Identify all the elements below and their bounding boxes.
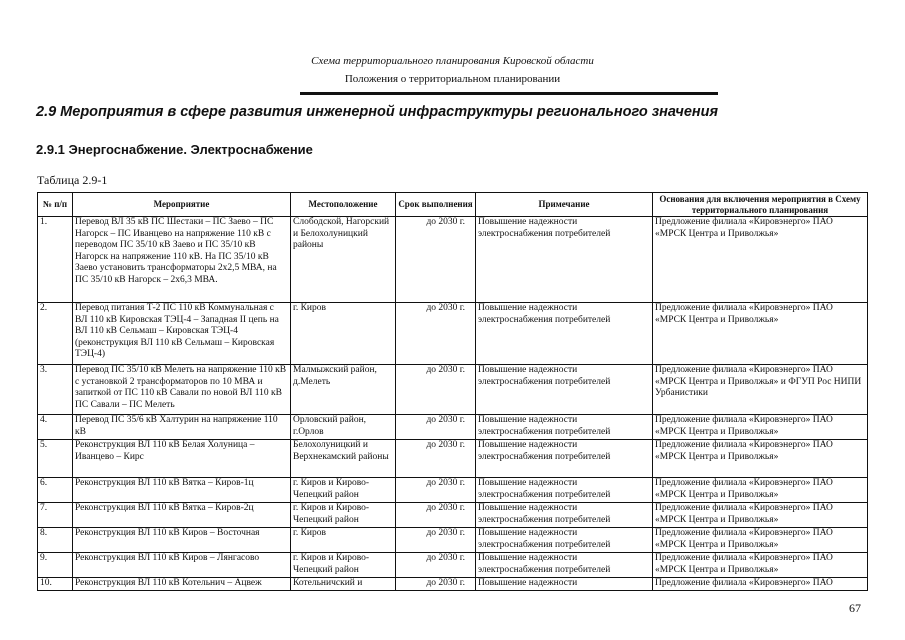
row-term: до 2030 г. [396,503,476,528]
row-number: 6. [38,478,73,503]
row-basis: Предложение филиала «Кировэнерго» ПАО «МРСК Центра и Приволжья» [653,415,868,440]
column-header-note: Примечание [476,193,653,217]
column-header-measure: Мероприятие [73,193,291,217]
row-note: Повышение надежности [476,578,653,591]
row-location: Котельничский и [291,578,396,591]
row-number: 10. [38,578,73,591]
row-term: до 2030 г. [396,578,476,591]
row-note: Повышение надежности электроснабжения потребителей [476,440,653,478]
row-note: Повышение надежности электроснабжения потребителей [476,503,653,528]
row-note: Повышение надежности электроснабжения потребителей [476,303,653,365]
row-basis: Предложение филиала «Кировэнерго» ПАО «МРСК Центра и Приволжья» [653,303,868,365]
row-location: Малмыжский район, д.Мелеть [291,365,396,415]
document-header-title: Схема территориального планирования Кировской области [311,55,594,67]
row-note: Повышение надежности электроснабжения потребителей [476,217,653,303]
row-basis: Предложение филиала «Кировэнерго» ПАО [653,578,868,591]
table-row [38,578,868,591]
column-header-number: № п/п [38,193,73,217]
row-number: 4. [38,415,73,440]
row-number: 2. [38,303,73,365]
row-location: г. Киров и Кирово-Чепецкий район [291,503,396,528]
row-number: 5. [38,440,73,478]
column-header-location: Местоположение [291,193,396,217]
table-row [38,478,868,503]
row-measure: Реконструкция ВЛ 110 кВ Белая Холуница – Иванцево – Кирс [73,440,291,478]
table-row [38,528,868,553]
column-header-basis: Основания для включения мероприятия в Схему территориального планирования [653,193,868,217]
row-measure: Перевод ПС 35/10 кВ Мелеть на напряжение 110 кВ с установкой 2 трансформаторов по 10 МВА и запиткой от ПС 110 кВ Савали по новой ВЛ 110 кВ ПС Савали – ПС Мелеть [73,365,291,415]
table-row [38,217,868,303]
row-location: г. Киров [291,303,396,365]
row-term: до 2030 г. [396,365,476,415]
row-term: до 2030 г. [396,478,476,503]
page-number: 67 [849,601,861,615]
row-term: до 2030 г. [396,440,476,478]
header-divider [300,92,718,95]
row-location: Белохолуницкий и Верхнекамский районы [291,440,396,478]
row-location: Орловский район, г.Орлов [291,415,396,440]
row-term: до 2030 г. [396,217,476,303]
row-number: 9. [38,553,73,578]
table-row [38,503,868,528]
row-number: 3. [38,365,73,415]
row-term: до 2030 г. [396,553,476,578]
measures-table [37,192,868,591]
subsection-heading: 2.9.1 Энергоснабжение. Электроснабжение [36,142,313,157]
row-location: г. Киров и Кирово-Чепецкий район [291,553,396,578]
column-header-term: Срок выполнения [396,193,476,217]
row-number: 1. [38,217,73,303]
section-heading: 2.9 Мероприятия в сфере развития инженерной инфраструктуры регионального значения [36,104,719,120]
row-note: Повышение надежности электроснабжения потребителей [476,528,653,553]
row-measure: Реконструкция ВЛ 110 кВ Вятка – Киров-1ц [73,478,291,503]
row-measure: Реконструкция ВЛ 110 кВ Вятка – Киров-2ц [73,503,291,528]
table-row [38,553,868,578]
row-basis: Предложение филиала «Кировэнерго» ПАО «МРСК Центра и Приволжья» [653,528,868,553]
row-note: Повышение надежности электроснабжения потребителей [476,553,653,578]
table-row [38,365,868,415]
row-number: 8. [38,528,73,553]
row-basis: Предложение филиала «Кировэнерго» ПАО «МРСК Центра и Приволжья» [653,553,868,578]
row-basis: Предложение филиала «Кировэнерго» ПАО «МРСК Центра и Приволжья» [653,503,868,528]
table-row [38,415,868,440]
table-header-row [38,193,868,217]
row-measure: Перевод ПС 35/6 кВ Халтурин на напряжение 110 кВ [73,415,291,440]
row-location: Слободской, Нагорский и Белохолуницкий районы [291,217,396,303]
row-measure: Реконструкция ВЛ 110 кВ Киров – Лянгасово [73,553,291,578]
table-caption: Таблица 2.9-1 [37,173,108,187]
row-term: до 2030 г. [396,528,476,553]
row-location: г. Киров и Кирово-Чепецкий район [291,478,396,503]
row-term: до 2030 г. [396,415,476,440]
row-note: Повышение надежности электроснабжения потребителей [476,415,653,440]
table-row [38,303,868,365]
row-basis: Предложение филиала «Кировэнерго» ПАО «МРСК Центра и Приволжья» и ФГУП Рос НИПИ Урбанистики [653,365,868,415]
row-note: Повышение надежности электроснабжения потребителей [476,365,653,415]
row-measure: Реконструкция ВЛ 110 кВ Котельнич – Ацвеж [73,578,291,591]
row-basis: Предложение филиала «Кировэнерго» ПАО «МРСК Центра и Приволжья» [653,478,868,503]
row-basis: Предложение филиала «Кировэнерго» ПАО «МРСК Центра и Приволжья» [653,217,868,303]
row-number: 7. [38,503,73,528]
row-location: г. Киров [291,528,396,553]
document-header-subtitle: Положения о территориальном планировании [344,73,561,85]
row-measure: Перевод питания Т-2 ПС 110 кВ Коммунальная с ВЛ 110 кВ Кировская ТЭЦ-4 – Западная II цепь на ВЛ 110 кВ Сельмаш – Кировская ТЭЦ-4 (реконструкция ВЛ 110 кВ Сельмаш – Кировская ТЭЦ-4) [73,303,291,365]
row-term: до 2030 г. [396,303,476,365]
row-measure: Реконструкция ВЛ 110 кВ Киров – Восточная [73,528,291,553]
row-measure: Перевод ВЛ 35 кВ ПС Шестаки – ПС Заево – ПС Нагорск – ПС Иванцево на напряжение 110 кВ с переводом ПС 35/10 кВ Заево и ПС 35/10 кВ Нагорск на напряжение 110 кВ. На ПС 35/10 кВ Заево установить трансформаторы 2х2,5 МВА, на ПС 35/10 кВ Нагорск – 2х6,3 МВА. [73,217,291,303]
table-row [38,440,868,478]
row-note: Повышение надежности электроснабжения потребителей [476,478,653,503]
row-basis: Предложение филиала «Кировэнерго» ПАО «МРСК Центра и Приволжья» [653,440,868,478]
